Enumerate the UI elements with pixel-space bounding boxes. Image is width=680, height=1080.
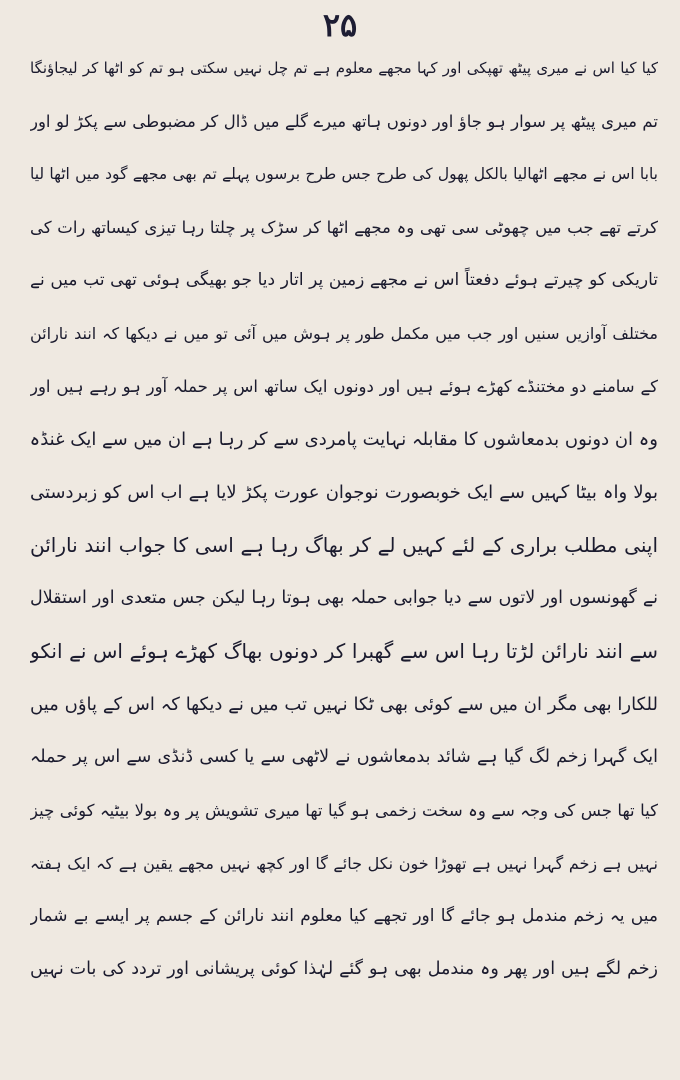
text-line: کیا کیا اس نے میری پیٹھ تھپکی اور کہا مجھے معلوم ہے تم چل نہیں سکتی ہو تم کو اٹھا کر لیجاؤنگا (30, 59, 658, 77)
page-number: ۲۵ (322, 6, 358, 44)
text-line: بابا اس نے مجھے اٹھالیا بالکل پھول کی طرح جس طرح برسوں پہلے تم بھی مجھے گود میں اٹھا لیا (30, 165, 658, 183)
urdu-text-body (30, 42, 658, 996)
text-line: زخم لگے ہیں اور پھر وہ مندمل بھی ہو گئے لہٰذا کوئی پریشانی اور تردد کی بات نہیں (30, 959, 658, 979)
text-line: ایک گہرا زخم لگ گیا ہے شائد بدمعاشوں نے لاٹھی سے یا کسی ڈنڈی سے اس پر حملہ (30, 747, 658, 767)
text-line: للکارا بھی مگر ان میں سے کوئی بھی ٹکا نہیں تب میں نے دیکھا کہ اس کے پاؤں میں (30, 694, 658, 715)
text-line: تاریکی کو چیرتے ہوئے دفعتاً اس نے مجھے زمین پر اتار دیا جو بھیگی ہوئی تھی تب میں نے (30, 270, 658, 290)
text-line: کے سامنے دو مختنڈے کھڑے ہوئے ہیں اور دونوں ایک ساتھ اس پر حملہ آور ہو رہے ہیں اور (30, 377, 658, 396)
text-line: مختلف آوازیں سنیں اور جب میں مکمل طور پر ہوش میں آئی تو میں نے دیکھا کہ انند نارائن (30, 324, 658, 343)
text-line: بولا واہ بیٹا کہیں سے ایک خوبصورت نوجوان عورت پکڑ لایا ہے اب اس کو زبردستی (30, 482, 658, 503)
text-line: اپنی مطلب براری کے لئے کہیں لے کر بھاگ رہا ہے اسی کا جواب انند نارائن (30, 533, 658, 557)
text-line: سے انند نارائن لڑتا رہا اس سے گھبرا کر دونوں بھاگ کھڑے ہوئے اس نے انکو (30, 639, 658, 663)
text-line: کیا تھا جس کی وجہ سے وہ سخت زخمی ہو گیا تھا میری تشویش پر وہ بولا بیٹیہ کوئی چیز (30, 801, 658, 820)
text-line: وہ ان دونوں بدمعاشوں کا مقابلہ نہایت پامردی سے کر رہا ہے ان میں سے ایک غنڈہ (30, 429, 658, 450)
text-line: میں یہ زخم مندمل ہو جائے گا اور تجھے کیا معلوم انند نارائن کے جسم پر ایسے بے شمار (30, 906, 658, 926)
text-line: نے گھونسوں اور لاتوں سے دیا جوابی حملہ بھی ہوتا رہا لیکن جس متعدی اور استقلال (30, 588, 658, 608)
text-line: کرتے تھے جب میں چھوٹی سی تھی وہ مجھے اٹھا کر سڑک پر چلتا رہا تیزی کیساتھ رات کی (30, 218, 658, 237)
text-line: نہیں ہے زخم گہرا نہیں ہے تھوڑا خون نکل جائے گا اور کچھ نہیں مجھے یقین ہے کہ ایک ہفتہ (30, 854, 658, 873)
text-line: تم میری پیٹھ پر سوار ہو جاؤ اور دونوں ہاتھ میرے گلے میں ڈال کر مضبوطی سے پکڑ لو اور (30, 112, 658, 131)
